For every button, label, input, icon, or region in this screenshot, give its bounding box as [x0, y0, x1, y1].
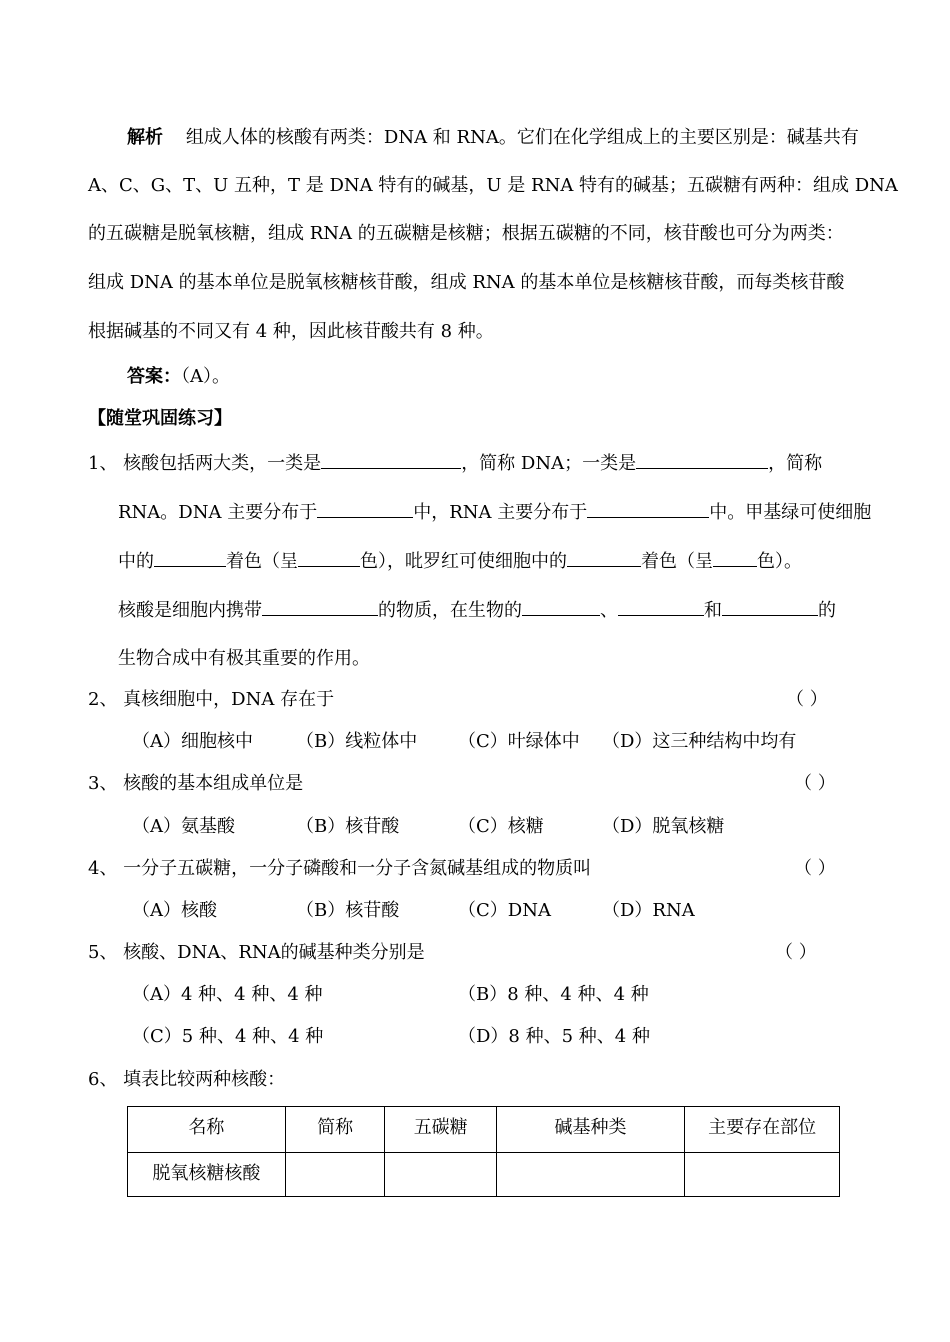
table-cell: 脱氧核糖核酸: [128, 1153, 286, 1197]
q5-stem: 5、 核酸、DNA、RNA的碱基种类分别是: [88, 942, 425, 963]
fill-blank[interactable]: [154, 548, 226, 567]
q4-answer-bracket[interactable]: （ ）: [794, 858, 836, 879]
table-header-cell: 碱基种类: [496, 1107, 684, 1153]
q2-stem: 2、 真核细胞中，DNA 存在于: [88, 689, 335, 710]
q3-answer-bracket[interactable]: （ ）: [794, 773, 836, 794]
table-cell-input[interactable]: [385, 1153, 497, 1197]
q4-option-c[interactable]: （C）DNA: [458, 900, 551, 921]
q4-option-d[interactable]: （D）RNA: [602, 900, 695, 921]
q1-line-2: RNA。DNA 主要分布于 中，RNA 主要分布于 中。甲基绿可使细胞: [118, 499, 871, 525]
q5-option-a[interactable]: （A）4 种、4 种、4 种: [132, 984, 323, 1005]
q5-option-d[interactable]: （D）8 种、5 种、4 种: [458, 1026, 650, 1047]
table-header-row: [128, 1107, 840, 1153]
analysis-line-4: 组成 DNA 的基本单位是脱氧核糖核苷酸，组成 RNA 的基本单位是核糖核苷酸，而每类核苷酸: [88, 272, 845, 293]
answer-label: 答案：: [127, 366, 181, 387]
table-cell-input[interactable]: [285, 1153, 385, 1197]
fill-blank[interactable]: [522, 597, 600, 616]
q3-option-c[interactable]: （C）核糖: [458, 816, 544, 837]
analysis-line-5: 根据碱基的不同又有 4 种，因此核苷酸共有 8 种。: [88, 321, 494, 342]
answer-value: （A）。: [181, 366, 230, 387]
table-header-cell: 五碳糖: [385, 1107, 497, 1153]
section-title: 【随堂巩固练习】: [88, 408, 232, 429]
q2-option-d[interactable]: （D）这三种结构中均有: [602, 731, 797, 752]
fill-blank[interactable]: [321, 450, 461, 469]
fill-blank[interactable]: [317, 499, 413, 518]
q4-stem: 4、 一分子五碳糖，一分子磷酸和一分子含氮碱基组成的物质叫: [88, 858, 592, 879]
q3-stem: 3、 核酸的基本组成单位是: [88, 773, 304, 794]
fill-blank[interactable]: [298, 548, 360, 567]
table-header-cell: 简称: [285, 1107, 385, 1153]
q4-option-a[interactable]: （A）核酸: [132, 900, 217, 921]
fill-blank[interactable]: [713, 548, 757, 567]
q2-option-a[interactable]: （A）细胞核中: [132, 731, 253, 752]
table-header-cell: 主要存在部位: [685, 1107, 840, 1153]
comparison-table: [127, 1106, 840, 1197]
q2-option-b[interactable]: （B）线粒体中: [296, 731, 418, 752]
analysis-label: 解析: [127, 127, 163, 148]
q6-stem: 6、 填表比较两种核酸：: [88, 1069, 286, 1090]
fill-blank[interactable]: [722, 597, 818, 616]
q4-option-b[interactable]: （B）核苷酸: [296, 900, 400, 921]
fill-blank[interactable]: [636, 450, 768, 469]
q2-option-c[interactable]: （C）叶绿体中: [458, 731, 580, 752]
q3-option-d[interactable]: （D）脱氧核糖: [602, 816, 725, 837]
q1-line-4: 核酸是细胞内携带 的物质，在生物的 、 和 的: [118, 597, 836, 623]
analysis-line-1: 解析 组成人体的核酸有两类：DNA 和 RNA。它们在化学组成上的主要区别是：碱基共有: [127, 127, 859, 148]
analysis-line-2: A、C、G、T、U 五种，T 是 DNA 特有的碱基，U 是 RNA 特有的碱基；五碳糖有两种：组成 DNA: [88, 175, 898, 196]
q3-option-a[interactable]: （A）氨基酸: [132, 816, 235, 837]
q2-answer-bracket[interactable]: （ ）: [786, 689, 828, 710]
answer-line: [127, 365, 230, 389]
q1-line-3: 中的 着色（呈 色），吡罗红可使细胞中的 着色（呈 色）。: [118, 548, 802, 574]
q5-option-b[interactable]: （B）8 种、4 种、4 种: [458, 984, 649, 1005]
table-cell-input[interactable]: [496, 1153, 684, 1197]
fill-blank[interactable]: [618, 597, 704, 616]
fill-blank[interactable]: [587, 499, 709, 518]
fill-blank[interactable]: [262, 597, 378, 616]
q1-line-1: 1、 核酸包括两大类，一类是 ，简称 DNA；一类是 ，简称: [88, 450, 822, 476]
table-row: [128, 1153, 840, 1197]
q3-option-b[interactable]: （B）核苷酸: [296, 816, 400, 837]
q5-option-c[interactable]: （C）5 种、4 种、4 种: [132, 1026, 324, 1047]
table-header-cell: 名称: [128, 1107, 286, 1153]
analysis-line-3: 的五碳糖是脱氧核糖，组成 RNA 的五碳糖是核糖；根据五碳糖的不同，核苷酸也可分为两类：: [88, 223, 844, 244]
table-cell-input[interactable]: [685, 1153, 840, 1197]
q1-line-5: 生物合成中有极其重要的作用。: [118, 648, 370, 669]
q5-answer-bracket[interactable]: （ ）: [775, 942, 817, 963]
fill-blank[interactable]: [567, 548, 641, 567]
